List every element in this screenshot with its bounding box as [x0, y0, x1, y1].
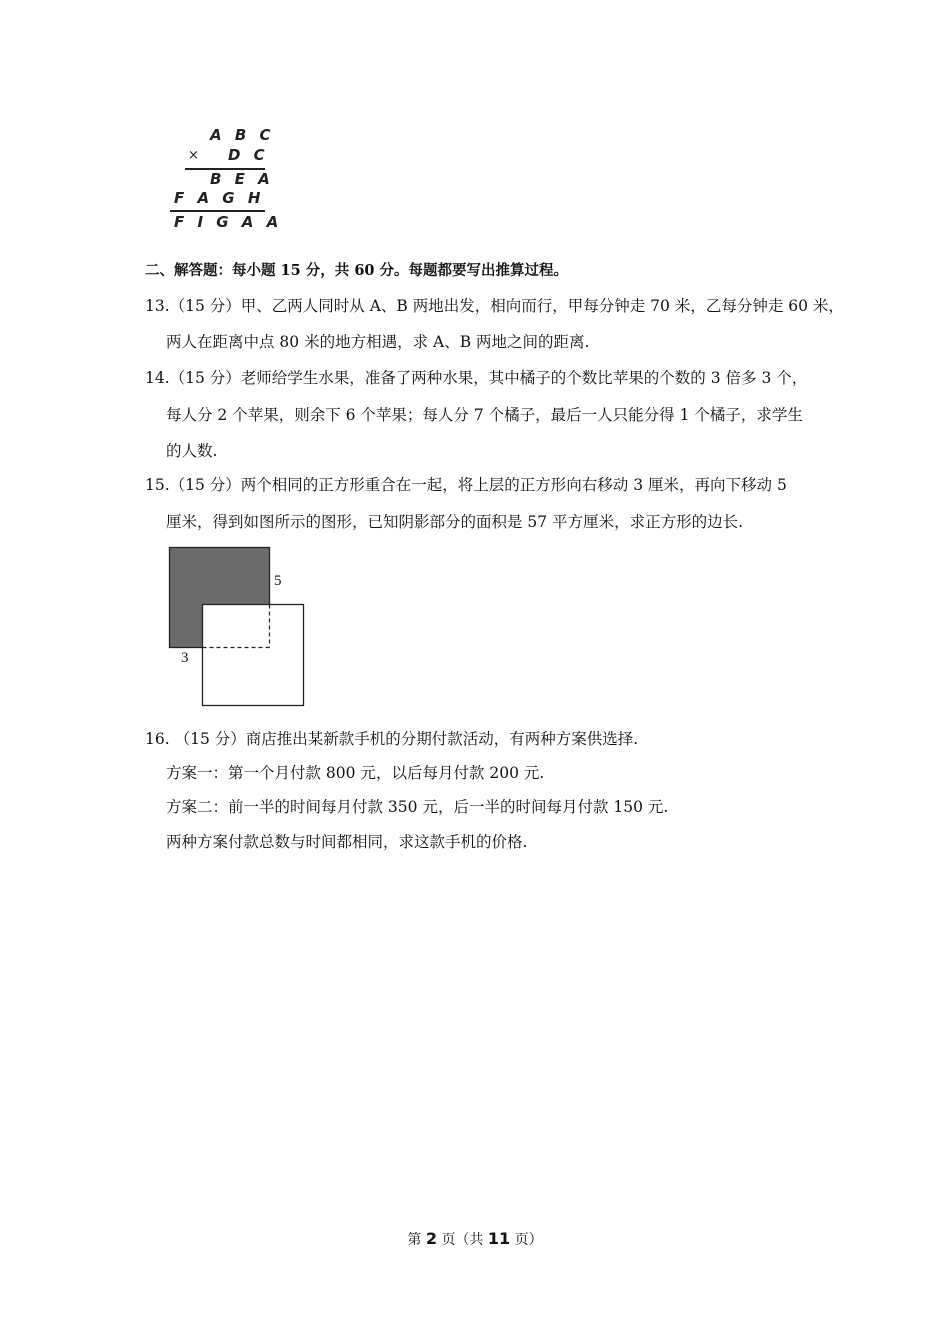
mult-row2: D C: [228, 146, 269, 164]
q15-line2: 厘米，得到如图所示的图形，已知阴影部分的面积是 57 平方厘米，求正方形的边长.: [166, 513, 744, 531]
q15-line1: 15.（15 分）两个相同的正方形重合在一起，将上层的正方形向右移动 3 厘米，再向下移动 5: [145, 476, 787, 494]
q14-line1: 14.（15 分）老师给学生水果，准备了两种水果，其中橘子的个数比苹果的个数的 3 倍多 3 个，: [145, 369, 808, 387]
label-bottom-3: 3: [181, 650, 189, 666]
q16-line1: 16. （15 分）商店推出某新款手机的分期付款活动，有两种方案供选择.: [145, 730, 639, 748]
shaded-region-top: [170, 548, 270, 605]
mult-row5: F I G A A: [174, 213, 283, 231]
footer-page-number: 2: [425, 1229, 437, 1248]
footer-prefix: 第: [407, 1232, 422, 1248]
mult-row1: A B C: [210, 126, 275, 144]
footer-total-pages: 11: [487, 1229, 511, 1248]
mult-row3: B E A: [210, 170, 274, 188]
shaded-region-left: [170, 605, 203, 648]
q13-line2: 两人在距离中点 80 米的地方相遇，求 A、B 两地之间的距离.: [166, 333, 590, 351]
q16-line3: 方案二：前一半的时间每月付款 350 元，后一半的时间每月付款 150 元.: [166, 798, 669, 816]
times-sign: ×: [188, 148, 203, 163]
section-heading: 二、解答题：每小题 15 分，共 60 分。每题都要写出推算过程。: [145, 262, 569, 279]
footer-middle: 页（共: [441, 1232, 484, 1248]
q16-line4: 两种方案付款总数与时间都相同，求这款手机的价格.: [166, 833, 528, 851]
label-right-5: 5: [274, 573, 282, 589]
q16-line2: 方案一：第一个月付款 800 元，以后每月付款 200 元.: [166, 764, 545, 782]
q14-line2: 每人分 2 个苹果，则余下 6 个苹果；每人分 7 个橘子，最后一人只能分得 1 个橘子，求学生: [166, 406, 803, 424]
mult-row4: F A G H: [174, 189, 265, 207]
q14-line3: 的人数.: [166, 442, 218, 460]
q13-line1: 13.（15 分）甲、乙两人同时从 A、B 两地出发，相向而行，甲每分钟走 70 米，乙每分钟走 60 米，: [145, 297, 844, 315]
rule-2: [170, 210, 265, 212]
multiplication-puzzle: [165, 124, 283, 234]
overlapping-squares-figure: [160, 540, 320, 712]
footer-suffix: 页）: [514, 1232, 543, 1248]
page-footer: [0, 1229, 950, 1249]
lower-square: [203, 605, 304, 706]
